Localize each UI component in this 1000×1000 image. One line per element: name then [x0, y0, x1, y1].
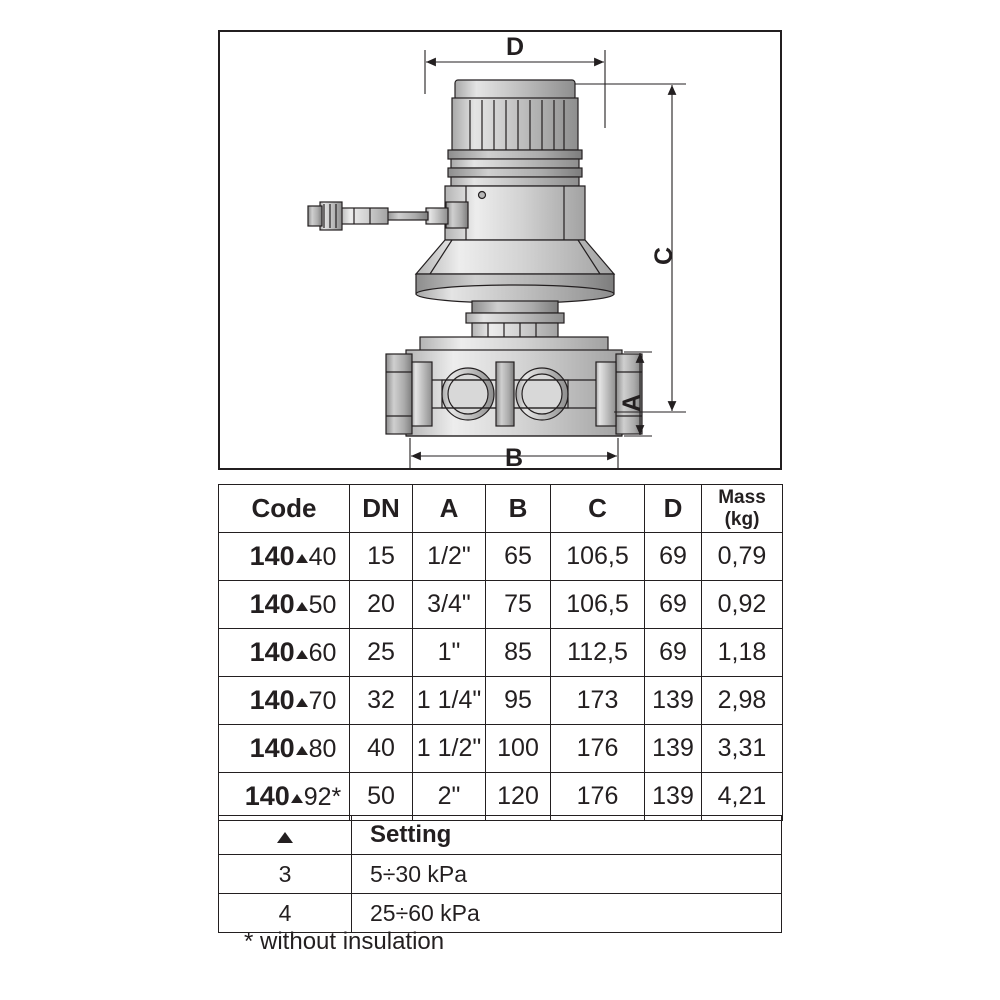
cell-b: 65	[486, 533, 551, 581]
cell-code	[219, 533, 350, 581]
cell-d: 139	[645, 677, 702, 725]
triangle-marker-icon	[296, 650, 308, 659]
cell-mass: 1,18	[702, 629, 783, 677]
cell-d: 69	[645, 629, 702, 677]
triangle-marker-icon	[296, 554, 308, 563]
cell-a: 1 1/4"	[413, 677, 486, 725]
table-row	[219, 581, 783, 629]
cell-code	[219, 581, 350, 629]
product-drawing-panel	[218, 30, 782, 470]
setting-symbol: 3	[219, 855, 352, 894]
column-header-a: A	[413, 485, 486, 533]
setting-symbol: 4	[219, 894, 352, 933]
triangle-marker-icon	[291, 794, 303, 803]
cell-mass: 0,79	[702, 533, 783, 581]
dimension-label-d: D	[505, 33, 525, 61]
table-header-row	[219, 485, 783, 533]
cell-dn: 40	[350, 725, 413, 773]
cell-code	[219, 773, 350, 821]
dimension-label-c: C	[650, 246, 678, 266]
setting-row	[219, 855, 782, 894]
code-prefix: 140	[249, 637, 295, 667]
setting-header-row	[219, 816, 782, 855]
triangle-marker-icon	[296, 746, 308, 755]
cell-c: 106,5	[551, 581, 645, 629]
cell-b: 120	[486, 773, 551, 821]
setting-value: 25÷60 kPa	[352, 894, 782, 933]
table-row	[219, 533, 783, 581]
cell-c: 173	[551, 677, 645, 725]
code-prefix: 140	[249, 541, 295, 571]
code-suffix: 80	[308, 735, 337, 763]
dimension-label-a: A	[618, 393, 646, 413]
dimension-label-b: B	[504, 444, 524, 468]
cell-mass: 0,92	[702, 581, 783, 629]
cell-code	[219, 725, 350, 773]
code-suffix: 60	[308, 639, 337, 667]
cell-a: 1"	[413, 629, 486, 677]
setting-value: 5÷30 kPa	[352, 855, 782, 894]
setting-header-label: Setting	[352, 816, 782, 855]
cell-code	[219, 629, 350, 677]
setting-row	[219, 894, 782, 933]
cell-a: 1 1/2"	[413, 725, 486, 773]
cell-a: 2"	[413, 773, 486, 821]
cell-d: 139	[645, 773, 702, 821]
cell-a: 1/2"	[413, 533, 486, 581]
cell-c: 176	[551, 725, 645, 773]
cell-c: 112,5	[551, 629, 645, 677]
table-row	[219, 629, 783, 677]
code-suffix: 50	[308, 591, 337, 619]
code-prefix: 140	[249, 685, 295, 715]
column-header-d: D	[645, 485, 702, 533]
column-header-mass: Mass (kg)	[702, 485, 783, 533]
cell-mass: 2,98	[702, 677, 783, 725]
cell-b: 75	[486, 581, 551, 629]
column-header-code: Code	[219, 485, 350, 533]
cell-dn: 25	[350, 629, 413, 677]
footnote: * without insulation	[244, 928, 445, 955]
cell-c: 176	[551, 773, 645, 821]
setting-table	[218, 815, 782, 933]
cell-mass: 4,21	[702, 773, 783, 821]
table-row	[219, 677, 783, 725]
column-header-b: B	[486, 485, 551, 533]
code-prefix: 140	[244, 781, 290, 811]
code-prefix: 140	[249, 589, 295, 619]
column-header-dn: DN	[350, 485, 413, 533]
cell-d: 69	[645, 581, 702, 629]
cell-b: 95	[486, 677, 551, 725]
dimensions-table	[218, 484, 783, 821]
table-row	[219, 773, 783, 821]
cell-b: 85	[486, 629, 551, 677]
code-suffix: 40	[308, 543, 337, 571]
table-row	[219, 725, 783, 773]
cell-a: 3/4"	[413, 581, 486, 629]
cell-c: 106,5	[551, 533, 645, 581]
triangle-marker-icon	[277, 832, 293, 843]
cell-dn: 32	[350, 677, 413, 725]
code-suffix: 70	[308, 687, 337, 715]
triangle-marker-icon	[296, 602, 308, 611]
cell-d: 69	[645, 533, 702, 581]
setting-header-symbol	[219, 816, 352, 855]
code-prefix: 140	[249, 733, 295, 763]
cell-dn: 20	[350, 581, 413, 629]
cell-mass: 3,31	[702, 725, 783, 773]
cell-dn: 15	[350, 533, 413, 581]
cell-dn: 50	[350, 773, 413, 821]
cell-code	[219, 677, 350, 725]
cell-b: 100	[486, 725, 551, 773]
code-suffix: 92*	[303, 783, 342, 811]
triangle-marker-icon	[296, 698, 308, 707]
cell-d: 139	[645, 725, 702, 773]
column-header-c: C	[551, 485, 645, 533]
valve-technical-drawing	[220, 32, 780, 468]
